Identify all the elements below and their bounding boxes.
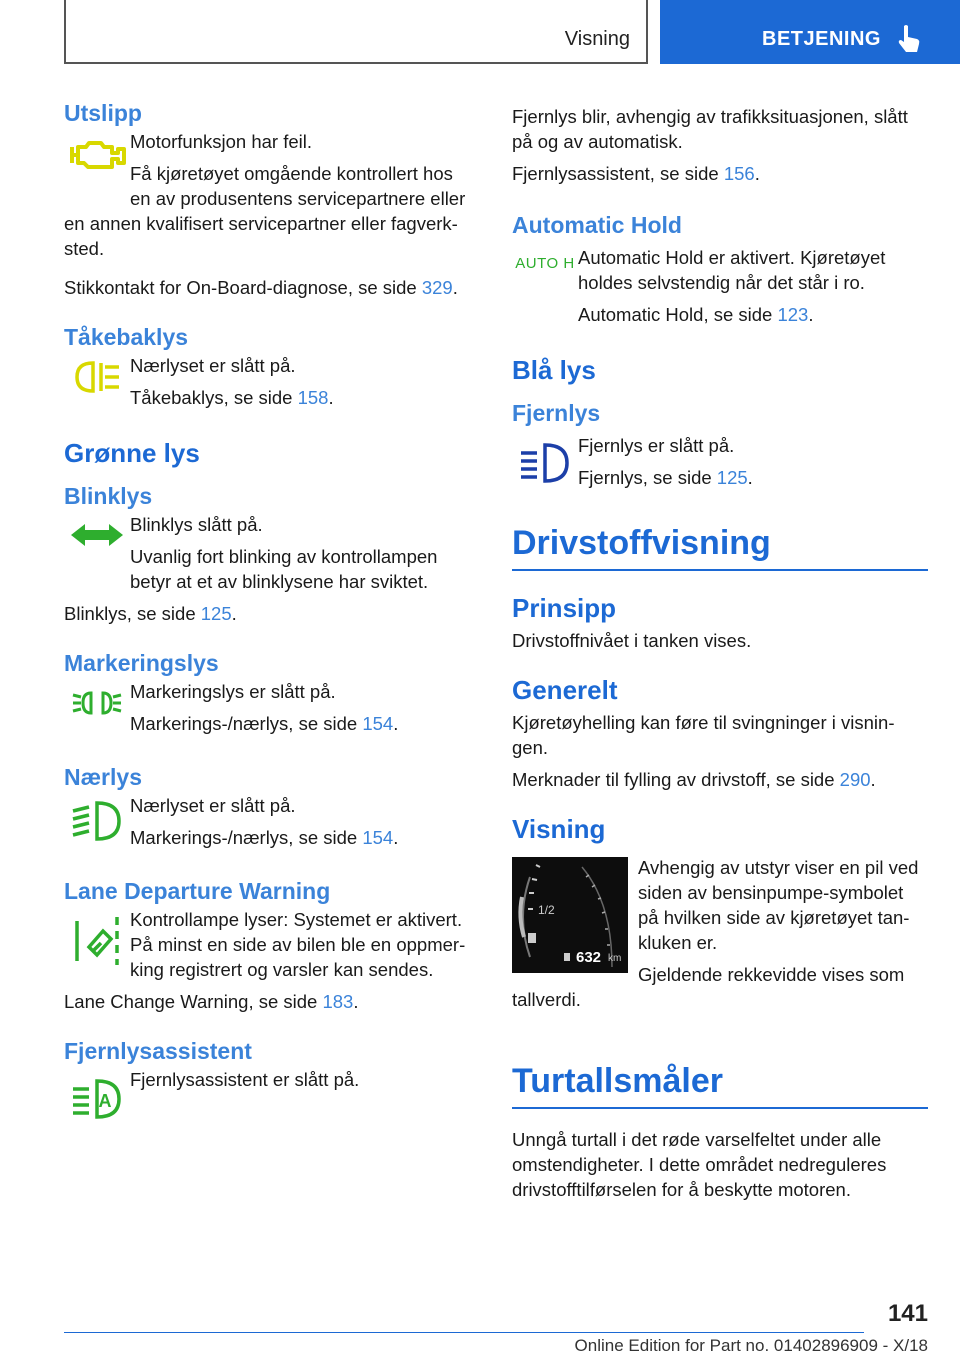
header-chapter-label: BETJENING bbox=[762, 28, 881, 50]
generelt-ref-end: . bbox=[870, 769, 876, 790]
heading-markeringslys: Markeringslys bbox=[64, 650, 219, 676]
heading-visning: Visning bbox=[512, 814, 606, 844]
naerlys-ref-text: Markerings-/nærlys, se side bbox=[130, 827, 363, 848]
utslipp-text-2a: Få kjøretøyet omgående kontrollert hos en av produsentens servicepartnere eller bbox=[130, 163, 466, 209]
generelt-ref-link[interactable]: 290 bbox=[839, 769, 871, 790]
takebaklys-ref bbox=[130, 385, 478, 410]
lane-ref-end: . bbox=[353, 991, 359, 1012]
autohold-ref-link[interactable]: 123 bbox=[777, 304, 809, 325]
markeringslys-text-1: Markeringslys er slått på. bbox=[130, 681, 336, 702]
heading-fjernlysassistent: Fjernlysassistent bbox=[64, 1038, 252, 1064]
lane-ref bbox=[64, 989, 478, 1014]
fjernlysassistent-ref-text: Fjernlysassistent, se side bbox=[512, 163, 724, 184]
heading-takebaklys: Tåkebaklys bbox=[64, 324, 189, 350]
utslipp-ref bbox=[64, 275, 478, 300]
entry-naerlys bbox=[64, 793, 478, 850]
header-section-title: Visning bbox=[564, 28, 630, 50]
autohold-ref-text: Automatic Hold, se side bbox=[578, 304, 778, 325]
header-frame bbox=[64, 0, 648, 64]
heading-blinklys: Blinklys bbox=[64, 483, 153, 509]
fjernlys-ref bbox=[578, 465, 928, 490]
autohold-text-1: Automatic Hold er aktivert. Kjøretøyet holdes selvstendig når det står i ro. bbox=[578, 247, 886, 293]
pointing-hand-icon bbox=[896, 24, 922, 54]
takebaklys-ref-link[interactable]: 158 bbox=[297, 387, 329, 408]
takebaklys-ref-end: . bbox=[328, 387, 334, 408]
entry-automatic-hold bbox=[512, 245, 928, 327]
fjernlys-auto-text: Fjernlys blir, avhengig av trafikksituasjonen, slått på og av automatisk. bbox=[512, 106, 908, 152]
fjernlys-ref-text: Fjernlys, se side bbox=[578, 467, 717, 488]
naerlys-ref-link[interactable]: 154 bbox=[362, 827, 394, 848]
visning-text-2b: tallverdi. bbox=[512, 989, 581, 1010]
svg-text:A: A bbox=[98, 1091, 112, 1111]
heading-turtallsmaler: Turtallsmåler bbox=[512, 1062, 928, 1109]
entry-fjernlysassistent bbox=[64, 1067, 478, 1121]
entry-takebaklys bbox=[64, 353, 478, 410]
takebaklys-ref-text: Tåkebaklys, se side bbox=[130, 387, 298, 408]
utslipp-text-2b: en annen kvalifisert servicepartner eller fagverk-sted. bbox=[64, 213, 458, 259]
utslipp-ref-link[interactable]: 329 bbox=[421, 277, 453, 298]
markeringslys-ref-end: . bbox=[393, 713, 399, 734]
fjernlysassistent-ref bbox=[512, 161, 928, 186]
footer-divider bbox=[64, 1332, 864, 1333]
heading-fjernlys: Fjernlys bbox=[512, 400, 601, 426]
entry-blinklys bbox=[64, 512, 478, 601]
high-beam-assistant-icon bbox=[71, 1077, 123, 1121]
fjernlys-text-1: Fjernlys er slått på. bbox=[578, 435, 735, 456]
heading-naerlys: Nærlys bbox=[64, 764, 142, 790]
right-column bbox=[512, 104, 928, 1202]
prinsipp-text: Drivstoffnivået i tanken vises. bbox=[512, 630, 752, 651]
lane-departure-icon bbox=[73, 915, 121, 967]
entry-utslipp bbox=[64, 129, 478, 211]
markeringslys-ref bbox=[130, 711, 478, 736]
blinklys-text-2: Uvanlig fort blinking av kontrollampen betyr at et av blinklysene har sviktet. bbox=[130, 546, 438, 592]
rear-fog-light-icon bbox=[71, 357, 123, 397]
heading-lane-departure: Lane Departure Warning bbox=[64, 878, 331, 904]
fjernlysassistent-text-1: Fjernlysassistent er slått på. bbox=[130, 1069, 360, 1090]
entry-markeringslys bbox=[64, 679, 478, 736]
utslipp-ref-end: . bbox=[452, 277, 458, 298]
left-column bbox=[64, 100, 478, 1121]
generelt-ref-text: Merknader til fylling av drivstoff, se side bbox=[512, 769, 840, 790]
turtall-text-1: Unngå turtall i det røde varselfeltet under alle omstendigheter. I dette området nedreguleres drivstofftilførselen for å beskytte motoren. bbox=[512, 1129, 887, 1200]
page-number: 141 bbox=[887, 1300, 928, 1327]
blinklys-ref-link[interactable]: 125 bbox=[200, 603, 232, 624]
gauge-range-unit: km bbox=[608, 953, 622, 964]
blinklys-ref-end: . bbox=[231, 603, 237, 624]
heading-prinsipp: Prinsipp bbox=[512, 593, 617, 623]
page-header bbox=[0, 0, 960, 66]
lane-ref-link[interactable]: 183 bbox=[322, 991, 354, 1012]
parking-light-icon bbox=[71, 689, 123, 717]
heading-gronne-lys: Grønne lys bbox=[64, 438, 200, 468]
engine-check-icon bbox=[68, 137, 126, 173]
generelt-text-1: Kjøretøyhelling kan føre til svingninger i visnin-gen. bbox=[512, 712, 895, 758]
low-beam-icon bbox=[71, 799, 123, 843]
visning-text-2a: Gjeldende rekkevidde vises som bbox=[638, 964, 905, 985]
entry-lane-departure bbox=[64, 907, 478, 989]
fjernlysassistent-ref-link[interactable]: 156 bbox=[723, 163, 755, 184]
edition-text: Online Edition for Part no. 01402896909 - X/18 bbox=[574, 1336, 928, 1355]
takebaklys-text-1: Nærlyset er slått på. bbox=[130, 355, 296, 376]
naerlys-text-1: Nærlyset er slått på. bbox=[130, 795, 296, 816]
heading-bla-lys: Blå lys bbox=[512, 355, 596, 385]
fjernlys-ref-end: . bbox=[747, 467, 753, 488]
heading-utslipp: Utslipp bbox=[64, 100, 142, 126]
gauge-range-value: 632 bbox=[576, 949, 602, 966]
entry-fjernlys bbox=[512, 433, 928, 490]
heading-drivstoffvisning: Drivstoffvisning bbox=[512, 524, 928, 571]
autohold-ref bbox=[578, 302, 928, 327]
blinklys-ref-text: Blinklys, se side bbox=[64, 603, 201, 624]
fjernlysassistent-ref-end: . bbox=[754, 163, 760, 184]
blinklys-ref bbox=[64, 601, 478, 626]
auto-hold-icon: AUTO H bbox=[515, 255, 575, 272]
utslipp-text-1: Motorfunksjon har feil. bbox=[130, 131, 313, 152]
naerlys-ref-end: . bbox=[393, 827, 399, 848]
fuel-gauge-image bbox=[512, 857, 628, 973]
high-beam-icon bbox=[519, 441, 571, 485]
utslipp-ref-text: Stikkontakt for On-Board-diagnose, se side bbox=[64, 277, 422, 298]
blinklys-text-1: Blinklys slått på. bbox=[130, 514, 263, 535]
lane-text-1: Kontrollampe lyser: Systemet er aktivert. På minst en side av bilen ble en oppmer-king registrert og varsler kan sendes. bbox=[130, 909, 466, 980]
heading-generelt: Generelt bbox=[512, 675, 618, 705]
fjernlys-ref-link[interactable]: 125 bbox=[716, 467, 748, 488]
turn-signal-icon bbox=[69, 522, 125, 548]
autohold-ref-end: . bbox=[808, 304, 814, 325]
heading-automatic-hold: Automatic Hold bbox=[512, 212, 682, 238]
visning-block bbox=[512, 855, 928, 987]
generelt-ref bbox=[512, 767, 928, 792]
markeringslys-ref-link[interactable]: 154 bbox=[362, 713, 394, 734]
visning-text-1: Avhengig av utstyr viser en pil ved siden av bensinpumpe-symbolet på hvilken side av kjøretøyet tan-kluken er. bbox=[638, 857, 919, 953]
lane-ref-text: Lane Change Warning, se side bbox=[64, 991, 323, 1012]
header-chapter-tab[interactable] bbox=[660, 0, 960, 64]
markeringslys-ref-text: Markerings-/nærlys, se side bbox=[130, 713, 363, 734]
naerlys-ref bbox=[130, 825, 478, 850]
gauge-half-label: 1/2 bbox=[538, 903, 555, 917]
